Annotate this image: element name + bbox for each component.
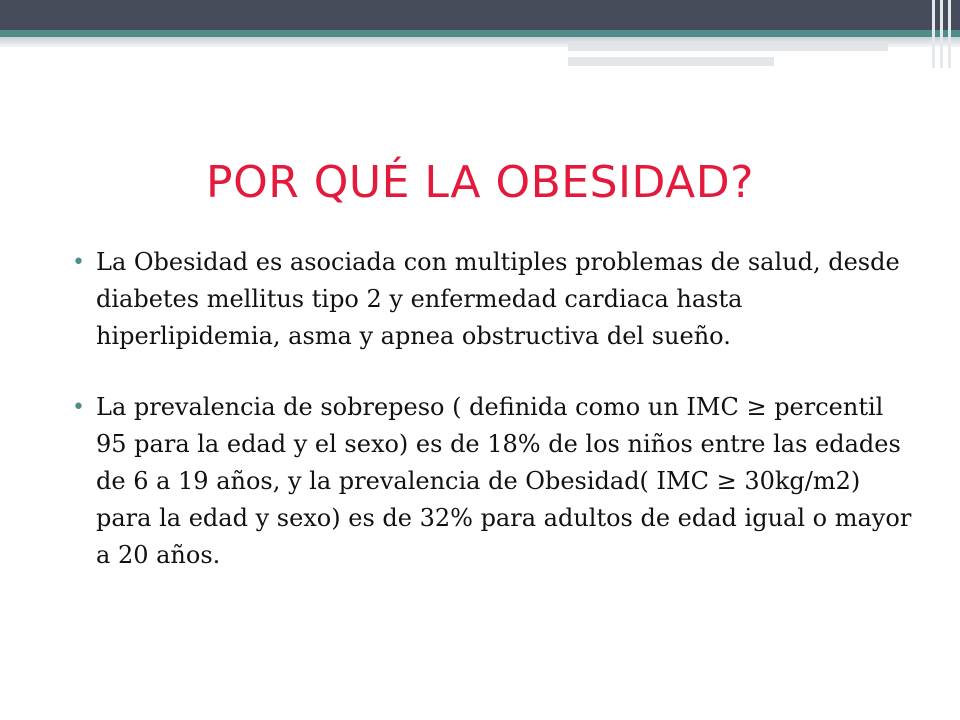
slide-title: POR QUÉ LA OBESIDAD?	[206, 157, 754, 208]
bullet-item	[72, 389, 912, 574]
header-bar	[0, 0, 960, 30]
decorative-bar	[568, 41, 888, 51]
decorative-line	[568, 51, 888, 52]
bullet-list	[72, 244, 912, 574]
decorative-bar-short	[568, 57, 774, 66]
bullet-icon: •	[72, 250, 85, 275]
bullet-item	[72, 244, 912, 355]
decorative-edge-lines	[928, 0, 960, 68]
bullet-text: La prevalencia de sobrepeso ( definida como un IMC ≥ percentil 95 para la edad y el sexo) es de 18% de los niños entre las edades de 6 a 19 años, y la prevalencia de Obesidad( IMC ≥ 30kg/m2) para la edad y sexo) es de 32% para adultos de edad igual o mayor a 20 años.	[96, 393, 912, 569]
accent-strip	[0, 30, 960, 37]
bullet-icon: •	[72, 395, 85, 420]
bullet-text: La Obesidad es asociada con multiples problemas de salud, desde diabetes mellitus tipo 2 y enfermedad cardiaca hasta hiperlipidemia, asma y apnea obstructiva del sueño.	[96, 248, 900, 350]
